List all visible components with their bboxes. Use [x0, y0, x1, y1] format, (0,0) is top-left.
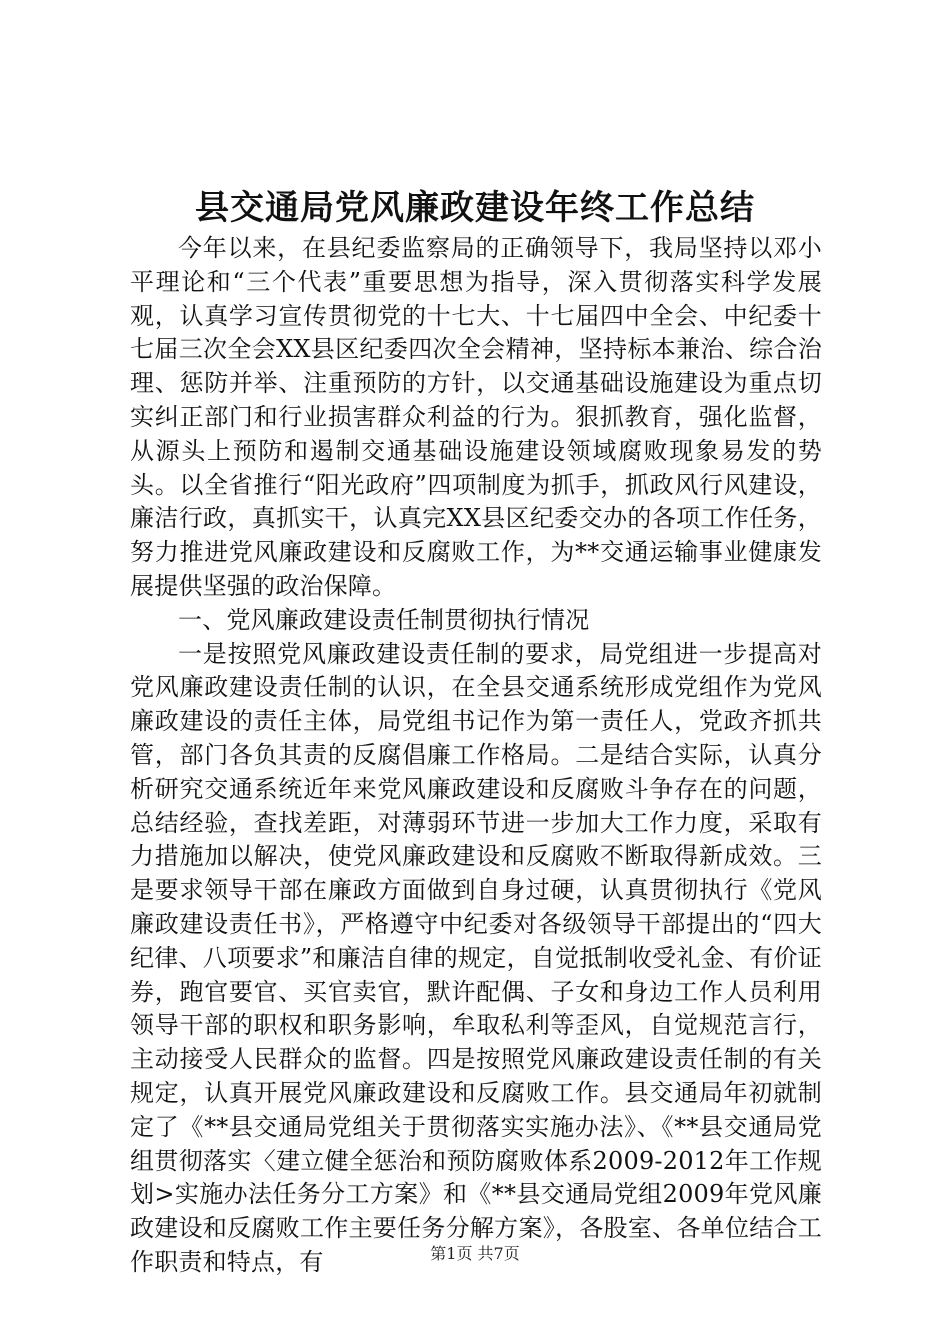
document-title: 县交通局党风廉政建设年终工作总结 — [195, 188, 755, 228]
section-heading: 一、党风廉政建设责任制贯彻执行情况 — [178, 605, 590, 634]
section-paragraph: 一是按照党风廉政建设责任制的要求，局党组进一步提高对党风廉政建设责任制的认识，在全县交通系统形成党组作为党风廉政建设的责任主体，局党组书记作为第一责任人，党政齐抓共管，部门各负其责的反腐倡廉工作格局。二是结合实际，认真分析研究交通系统近年来党风廉政建设和反腐败斗争存在的问题，总结经验，查找差距，对薄弱环节进一步加大工作力度，采取有力措施加以解决，使党风廉政建设和反腐败不断取得新成效。三是要求领导干部在廉政方面做到自身过硬，认真贯彻执行《党风廉政建设责任书》，严格遵守中纪委对各级领导干部提出的“四大纪律、八项要求”和廉洁自律的规定，自觉抵制收受礼金、有价证券，跑官要官、买官卖官，默许配偶、子女和身边工作人员利用领导干部的职权和职务影响，牟取私利等歪风，自觉规范言行，主动接受人民群众的监督。四是按照党风廉政建设责任制的有关规定，认真开展党风廉政建设和反腐败工作。县交通局年初就制定了《**县交通局党组关于贯彻落实实施办法》、《**县交通局党组贯彻落实〈建立健全惩治和预防腐败体系2009-2012年工作规划>实施办法任务分工方案》和《**县交通局党组2009年党风廉政建设和反腐败工作主要任务分解方案》，各股室、各单位结合工作职责和特点，有 — [130, 639, 822, 1276]
document-body — [130, 232, 822, 1280]
intro-paragraph: 今年以来，在县纪委监察局的正确领导下，我局坚持以邓小平理论和“三个代表”重要思想为指导，深入贯彻落实科学发展观，认真学习宣传贯彻党的十七大、十七届四中全会、中纪委十七届三次全会XX县区纪委四次全会精神，坚持标本兼治、综合治理、惩防并举、注重预防的方针，以交通基础设施建设为重点切实纠正部门和行业损害群众利益的行为。狠抓教育，强化监督，从源头上预防和遏制交通基础设施建设领域腐败现象易发的势头。以全省推行“阳光政府”四项制度为抓手，抓政风行风建设，廉洁行政，真抓实干，认真完XX县区纪委交办的各项工作任务，努力推进党风廉政建设和反腐败工作，为**交通运输事业健康发展提供坚强的政治保障。 — [130, 234, 822, 600]
page-footer: 第1页 共7页 — [430, 1244, 520, 1263]
